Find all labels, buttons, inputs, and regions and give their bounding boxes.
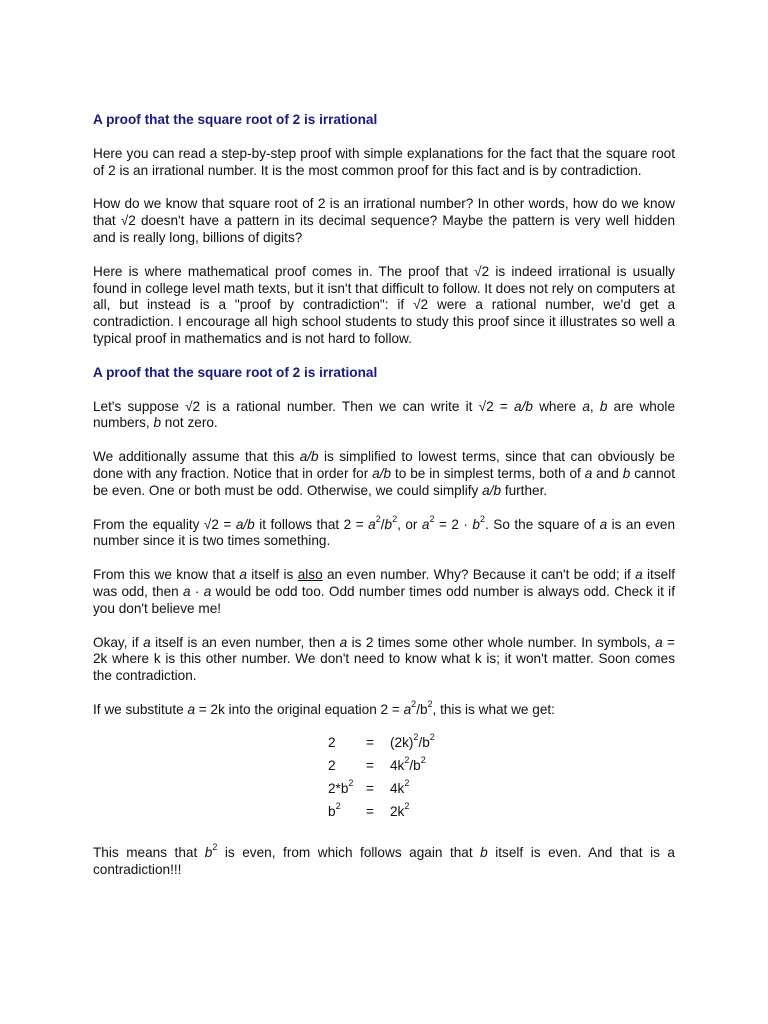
text-span: itself is even. And that is a contradiction!!! — [93, 844, 675, 877]
text-span: further. — [501, 482, 548, 498]
var-a: a — [187, 701, 196, 717]
text-span: . So the square of — [485, 516, 600, 532]
text-span: itself is — [246, 567, 298, 583]
fraction-ab: a/b — [299, 449, 319, 465]
text-span: it follows that 2 = — [254, 516, 369, 532]
text-span: were a rational number, we'd get a contradiction. I encourage all high school students to study this proof since it illustrates so well a typical proof in mathematics and is not hard to follow. — [93, 297, 676, 346]
equation-row — [328, 755, 675, 781]
equation-rhs: $4k^2$ — [390, 778, 410, 796]
superscript: 2 — [392, 514, 398, 525]
var-a: a — [582, 398, 590, 414]
superscript: 2 — [375, 514, 381, 525]
superscript: 2 — [429, 514, 435, 525]
var-a: a — [421, 516, 430, 532]
text-span: = — [218, 516, 236, 532]
paragraph-lowest-terms — [93, 449, 675, 499]
equation-rhs: $2k^2$ — [390, 801, 410, 819]
text-span: From the equality — [93, 516, 204, 532]
sqrt2-symbol: √2 — [203, 516, 219, 532]
equation-lhs: $b^2$ — [328, 801, 341, 819]
paragraph-a-even — [93, 567, 675, 617]
superscript: 2 — [411, 699, 417, 710]
sqrt2-symbol: √2 — [478, 398, 494, 414]
text-span: Okay, if — [93, 634, 144, 650]
text-span: = 2k into the original equation 2 = — [195, 701, 404, 717]
var-a: a — [403, 701, 412, 717]
paragraph-question — [93, 196, 675, 246]
fraction-ab: a/b — [514, 398, 533, 414]
var-a: a — [203, 583, 212, 599]
text-span: = 2 · — [434, 516, 473, 532]
text-span: is a rational number. Then we can write it — [200, 398, 479, 414]
equation-row — [328, 732, 675, 758]
var-a: a — [368, 516, 376, 532]
text-span: If we substitute — [93, 701, 188, 717]
var-b: b — [480, 844, 488, 860]
equation-rhs: $(2k)^2/b^2$ — [390, 732, 435, 750]
text-span: /b — [416, 701, 428, 717]
text-span: = — [493, 398, 515, 414]
equation-lhs: 2 — [328, 734, 336, 750]
text-span: are whole numbers, — [93, 398, 676, 431]
underlined-word: also — [297, 567, 323, 583]
equals-sign: = — [366, 780, 374, 796]
text-span: would be odd too. Odd number times odd number is always odd. Check it if you don't believe me! — [93, 583, 675, 616]
text-span: · — [190, 583, 204, 599]
var-a: a — [339, 634, 348, 650]
equation-rhs: $4k^2/b^2$ — [390, 755, 426, 773]
fraction-ab: a/b — [482, 482, 502, 498]
text-span: is indeed irrational is usually found in college level math texts, but it isn't that difficult to follow. It does not rely on computers at all, but instead is a "proof by contradiction": if — [93, 263, 675, 313]
var-b: b — [622, 465, 631, 481]
text-span: itself was odd, then — [93, 567, 675, 599]
equation-row — [328, 778, 675, 804]
paragraph-conclusion — [93, 842, 675, 879]
paragraph-proof-intro — [93, 264, 675, 348]
text-span: From this we know that — [93, 567, 240, 583]
equation-row — [328, 801, 675, 827]
var-b: b — [153, 415, 162, 431]
text-span: This means that — [93, 844, 205, 860]
sqrt2-symbol: √2 — [413, 297, 429, 313]
equals-sign: = — [366, 803, 374, 819]
text-span: an even number. Why? Because it can't be odd; if — [322, 567, 636, 583]
section-heading: A proof that the square root of 2 is irrational — [93, 364, 378, 380]
sqrt2-symbol: √2 — [120, 213, 136, 229]
var-b: b — [204, 844, 213, 860]
superscript: 2 — [427, 699, 433, 710]
var-a: a — [599, 516, 608, 532]
text-span: We additionally assume that this — [93, 449, 300, 465]
paragraph-suppose — [93, 399, 675, 433]
paragraph-substitute — [93, 699, 675, 719]
text-span: = 2k where k is this other number. We don't need to know what k is; it won't matter. Soon comes the contradiction. — [93, 634, 675, 684]
text-span: is 2 times some other whole number. In symbols, — [347, 634, 656, 650]
paragraph-equality — [93, 514, 676, 551]
text-span: itself is an even number, then — [150, 634, 340, 650]
var-b: b — [472, 516, 480, 532]
text-span: , — [589, 398, 600, 414]
text-span: cannot be even. One or both must be odd. Otherwise, we could simplify — [93, 465, 676, 498]
text-span: Here is where mathematical proof comes in. The proof that — [93, 263, 475, 279]
text-span: and — [592, 465, 623, 481]
text-span: is an even number since it is two times something. — [93, 516, 676, 549]
paragraph-intro: Here you can read a step-by-step proof with simple explanations for the fact that the square root of 2 is an irrational number. It is the most common proof for this fact and is by contradiction. — [93, 145, 675, 178]
fraction-ab: a/b — [235, 516, 255, 532]
text-span: How do we know that square root of 2 is an irrational number? In other words, how do we know that — [93, 196, 675, 229]
equation-block — [328, 732, 675, 827]
equals-sign: = — [366, 734, 374, 750]
var-b: b — [384, 516, 393, 532]
document-page — [93, 112, 675, 895]
text-span: where — [532, 398, 583, 414]
var-a: a — [635, 567, 643, 583]
text-span: is simplified to lowest terms, since that can obviously be done with any fraction. Notice that in order for — [93, 449, 675, 481]
paragraph-a-equals-2k — [93, 635, 675, 685]
var-a: a — [239, 567, 247, 583]
section-heading: A proof that the square root of 2 is irrational — [93, 112, 378, 127]
equation-lhs: 2 — [328, 757, 336, 773]
text-span: Let's suppose — [93, 398, 186, 414]
superscript: 2 — [479, 514, 485, 525]
text-span: doesn't have a pattern in its decimal sequence? Maybe the pattern is very well hidden and is really long, billions of digits? — [93, 213, 676, 245]
text-span: is even, from which follows again that — [217, 844, 481, 860]
sqrt2-symbol: √2 — [474, 263, 490, 279]
equals-sign: = — [366, 757, 374, 773]
text-span: , this is what we get: — [432, 701, 555, 717]
var-b: b — [599, 398, 608, 414]
text-span: , or — [397, 516, 422, 532]
equation-lhs: $2*b^2$ — [328, 778, 354, 796]
fraction-ab: a/b — [372, 465, 392, 481]
superscript: 2 — [212, 842, 218, 853]
var-a: a — [584, 465, 593, 481]
var-a: a — [183, 583, 191, 599]
text-span: to be in simplest terms, both of — [391, 465, 585, 481]
text-span: not zero. — [161, 415, 218, 431]
text-span: / — [380, 516, 385, 532]
sqrt2-symbol: √2 — [185, 398, 201, 414]
var-a: a — [143, 634, 151, 650]
var-a: a — [655, 634, 663, 650]
